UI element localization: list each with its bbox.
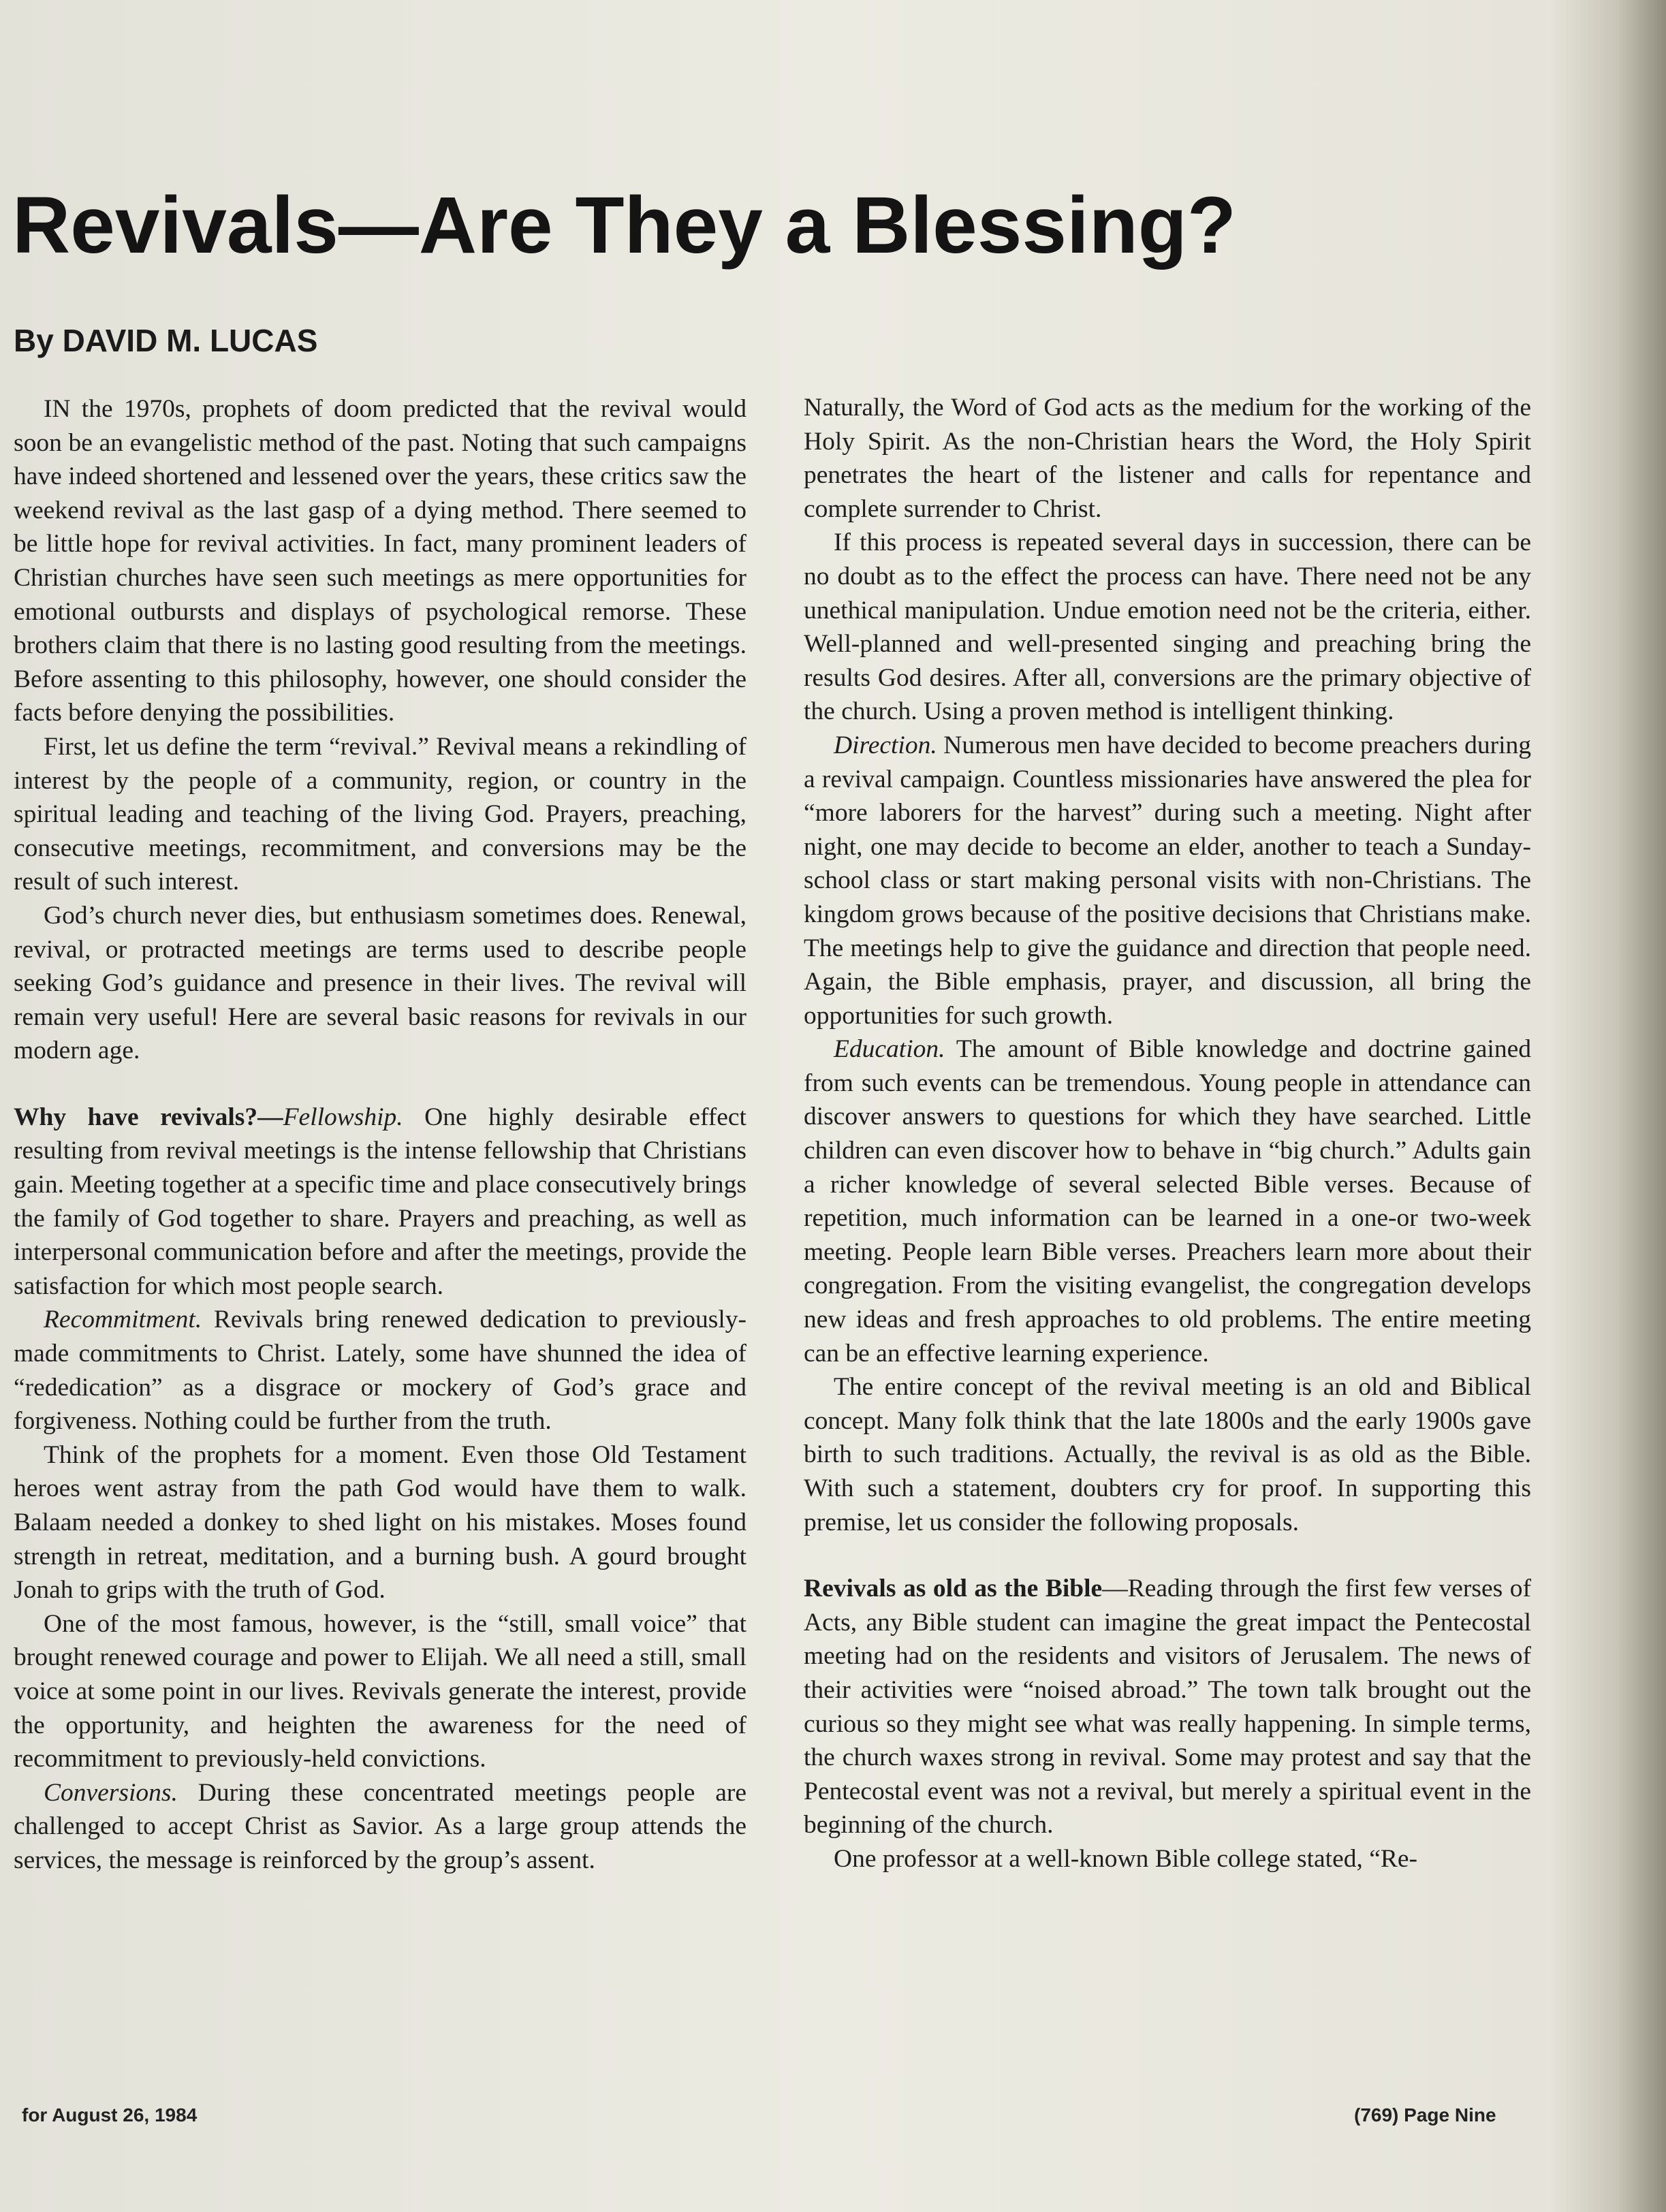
paragraph (14, 1303, 746, 1438)
paragraph-text: During these concentrated meetings people are challenged to accept Christ as Savior. As a large group attends the services, the message is reinforced by the group’s assent. (14, 1778, 746, 1874)
paragraph (14, 1101, 746, 1304)
section-heading: Revivals as old as the Bible (804, 1575, 1103, 1603)
footer-page-number: (769) Page Nine (1354, 2104, 1496, 2126)
paragraph: God’s church never dies, but enthusiasm sometimes does. Renewal, revival, or protracted meetings are terms used to describe people seeking God’s guidance and presence in their lives. The revival will remain very useful! Here are several basic reasons for revivals in our modern age. (14, 901, 746, 1065)
paragraph (804, 1572, 1531, 1842)
subsection-heading: Conversions. (44, 1778, 178, 1807)
paragraph-text: Revivals bring renewed dedication to previously-made commitments to Christ. Lately, some have shunned the idea of “rededication” as a disgrace or mockery of God’s grace and forgiveness. Nothing could be further from the truth. (14, 1306, 746, 1436)
subsection-heading: Direction. (834, 731, 937, 759)
section-heading: Why have revivals?— (14, 1103, 283, 1131)
subsection-heading: Recommitment. (44, 1306, 202, 1334)
paragraph: First, let us define the term “revival.” Revival means a rekindling of interest by the people of a community, region, or country in the spiritual leading and teaching of the living God. Prayers, preaching, consecutive meetings, recommitment, and conversions may be the result of such interest. (14, 732, 746, 896)
paragraph: Think of the prophets for a moment. Even those Old Testament heroes went astray from the path God would have them to walk. Balaam needed a donkey to shed light on his mistakes. Moses found strength in retreat, meditation, and a burning bush. A gourd brought Jonah to grips with the truth of God. (14, 1440, 746, 1605)
paragraph (804, 729, 1531, 1032)
article-byline: By DAVID M. LUCAS (14, 323, 318, 358)
paragraph: One professor at a well-known Bible college stated, “Re- (834, 1844, 1418, 1873)
right-column (804, 391, 1531, 1876)
paragraph (14, 1776, 746, 1878)
paragraph-text: —Reading through the first few verses of Acts, any Bible student can imagine the great impact the Pentecostal meeting had on the residents and visitors of Jerusalem. The news of their activities were “noised abroad.” The town talk brought out the curious so they might see what was really happening. In simple terms, the church waxes strong in revival. Some may protest and say that the Pentecostal event was not a revival, but merely a spiritual event in the beginning of the church. (804, 1575, 1531, 1839)
footer-date: for August 26, 1984 (22, 2104, 198, 2126)
left-column (14, 392, 746, 1878)
paragraph: The entire concept of the revival meeting is an old and Biblical concept. Many folk think that the late 1800s and the early 1900s gave birth to such traditions. Actually, the revival is as old as the Bible. With such a statement, doubters cry for proof. In supporting this premise, let us consider the following proposals. (804, 1373, 1531, 1536)
subsection-heading: Fellowship. (283, 1103, 403, 1131)
paragraph: One of the most famous, however, is the “still, small voice” that brought renewed courage and power to Elijah. We all need a still, small voice at some point in our lives. Revivals generate the interest, provide the opportunity, and heighten the awareness for the need of recommitment to previously-held convictions. (14, 1609, 746, 1773)
paragraph: IN the 1970s, prophets of doom predicted that the revival would soon be an evangelistic method of the past. Noting that such campaigns have indeed shortened and lessened over the years, these critics saw the weekend revival as the last gasp of a dying method. There seemed to be little hope for revival activities. In fact, many prominent leaders of Christian churches have seen such meetings as mere opportunities for emotional outbursts and displays of psychological remorse. These brothers claim that there is no lasting good resulting from the meetings. Before assenting to this philosophy, however, one should consider the facts before denying the possibilities. (14, 395, 746, 727)
paragraph: If this process is repeated several days in succession, there can be no doubt as to the effect the process can have. There need not be any unethical manipulation. Undue emotion need not be the criteria, either. Well-planned and well-presented singing and preaching bring the results God desires. After all, conversions are the primary objective of the church. Using a proven method is intelligent thinking. (804, 528, 1531, 726)
paragraph (804, 1032, 1531, 1370)
article-title: Revivals—Are They a Blessing? (12, 180, 1236, 270)
paragraph-text: One highly desirable effect resulting from revival meetings is the intense fellowship that Christians gain. Meeting together at a specific time and place consecutively brings the family of God together to share. Prayers and preaching, as well as interpersonal communication before and after the meetings, provide the satisfaction for which most people search. (14, 1103, 746, 1300)
subsection-heading: Education. (834, 1035, 945, 1064)
paragraph-text: Numerous men have decided to become preachers during a revival campaign. Countless missionaries have answered the plea for “more laborers for the harvest” during such a meeting. Night after night, one may decide to become an elder, another to teach a Sunday-school class or start making personal visits with non-Christians. The kingdom grows because of the positive decisions that Christians make. The meetings help to give the guidance and direction that people need. Again, the Bible emphasis, prayer, and discussion, all bring the opportunities for such growth. (804, 731, 1531, 1030)
paragraph: Naturally, the Word of God acts as the medium for the working of the Holy Spirit. As the non-Christian hears the Word, the Holy Spirit penetrates the heart of the listener and calls for repentance and complete surrender to Christ. (804, 394, 1531, 523)
paragraph-text: The amount of Bible knowledge and doctrine gained from such events can be tremendous. Young people in attendance can discover answers to questions for which they have searched. Little children can even discover how to behave in “big church.” Adults gain a richer knowledge of several selected Bible verses. Because of repetition, much information can be learned in a one-or two-week meeting. People learn Bible verses. Preachers learn more about their congregation. From the visiting evangelist, the congregation develops new ideas and fresh approaches to old problems. The entire meeting can be an effective learning experience. (804, 1035, 1531, 1368)
